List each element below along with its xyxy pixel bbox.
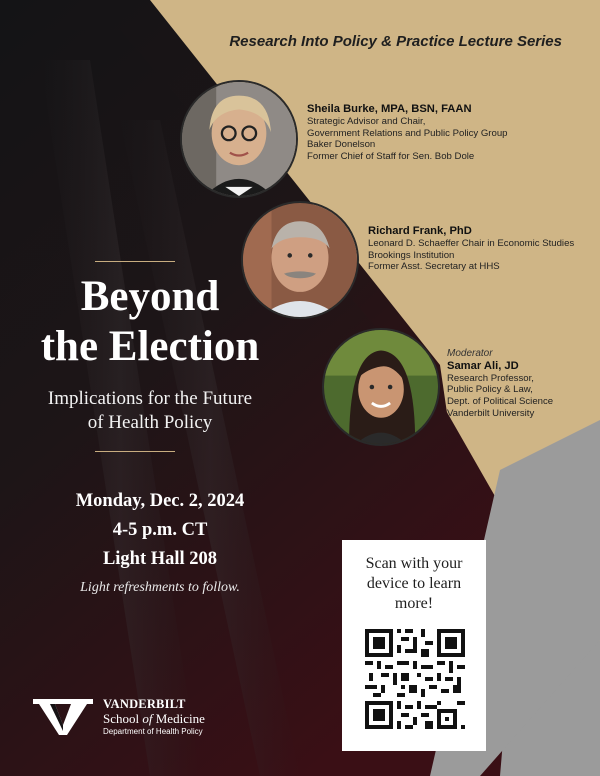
- portrait-icon: [324, 330, 438, 444]
- refreshments-note: Light refreshments to follow.: [80, 580, 240, 595]
- event-subtitle-line: of Health Policy: [87, 412, 213, 433]
- vanderbilt-v-icon: [33, 697, 93, 737]
- speaker-name: Richard Frank, PhD: [368, 225, 472, 237]
- speaker-photo-sheila-burke: [180, 80, 298, 198]
- event-subtitle-line: Implications for the Future: [47, 388, 253, 409]
- speaker-detail: Dept. of Political Science: [447, 396, 554, 408]
- event-title: [0, 272, 300, 372]
- speaker-detail: Vanderbilt University: [447, 407, 535, 419]
- divider-top: [95, 261, 175, 262]
- speaker-detail: Public Policy & Law,: [447, 384, 533, 396]
- speaker-detail: Leonard D. Schaeffer Chair in Economic Studies: [368, 238, 575, 249]
- speaker-name: Samar Ali, JD: [447, 359, 519, 372]
- logo-school-of: of: [142, 711, 153, 726]
- divider-bottom: [95, 451, 175, 452]
- speaker-role: Moderator: [447, 348, 493, 359]
- qr-code-icon[interactable]: [365, 629, 465, 729]
- event-details: [0, 487, 320, 574]
- logo-wordmark: [103, 697, 205, 738]
- qr-card: [342, 540, 486, 751]
- logo-school: [103, 711, 205, 726]
- speaker-photo-samar-ali: [322, 328, 440, 446]
- lecture-series-title: Research Into Policy & Practice Lecture Series: [229, 33, 562, 50]
- qr-instructions-line: device to learn: [366, 575, 462, 592]
- qr-instructions: [348, 554, 480, 614]
- speaker-detail: Research Professor,: [447, 372, 534, 384]
- speaker-bio-2: [368, 225, 596, 273]
- vanderbilt-logo: [33, 693, 233, 743]
- event-time: 4-5 p.m. CT: [112, 520, 208, 540]
- event-subtitle: [0, 387, 300, 435]
- event-location: Light Hall 208: [102, 549, 218, 569]
- logo-school-suffix: Medicine: [155, 711, 205, 726]
- event-date: Monday, Dec. 2, 2024: [75, 491, 245, 511]
- portrait-icon: [182, 82, 296, 196]
- qr-instructions-line: Scan with your: [365, 555, 463, 572]
- event-title-line: Beyond: [80, 273, 220, 320]
- speaker-detail: Former Asst. Secretary at HHS: [368, 261, 500, 273]
- speaker-bio-1: [307, 103, 587, 163]
- event-title-line: the Election: [40, 323, 260, 370]
- speaker-detail: Former Chief of Staff for Sen. Bob Dole: [307, 151, 475, 163]
- logo-department: Department of Health Policy: [103, 727, 203, 736]
- speaker-detail: Baker Donelson: [307, 139, 376, 151]
- logo-school-prefix: School: [103, 711, 140, 726]
- speaker-detail: Government Relations and Public Policy Group: [307, 127, 508, 139]
- speaker-name: Sheila Burke, MPA, BSN, FAAN: [307, 103, 472, 115]
- logo-university: VANDERBILT: [103, 697, 186, 711]
- speaker-detail: Strategic Advisor and Chair,: [307, 116, 426, 127]
- speaker-detail: Brookings Institution: [368, 249, 455, 261]
- qr-instructions-line: more!: [394, 595, 434, 612]
- speaker-bio-3: [447, 348, 597, 420]
